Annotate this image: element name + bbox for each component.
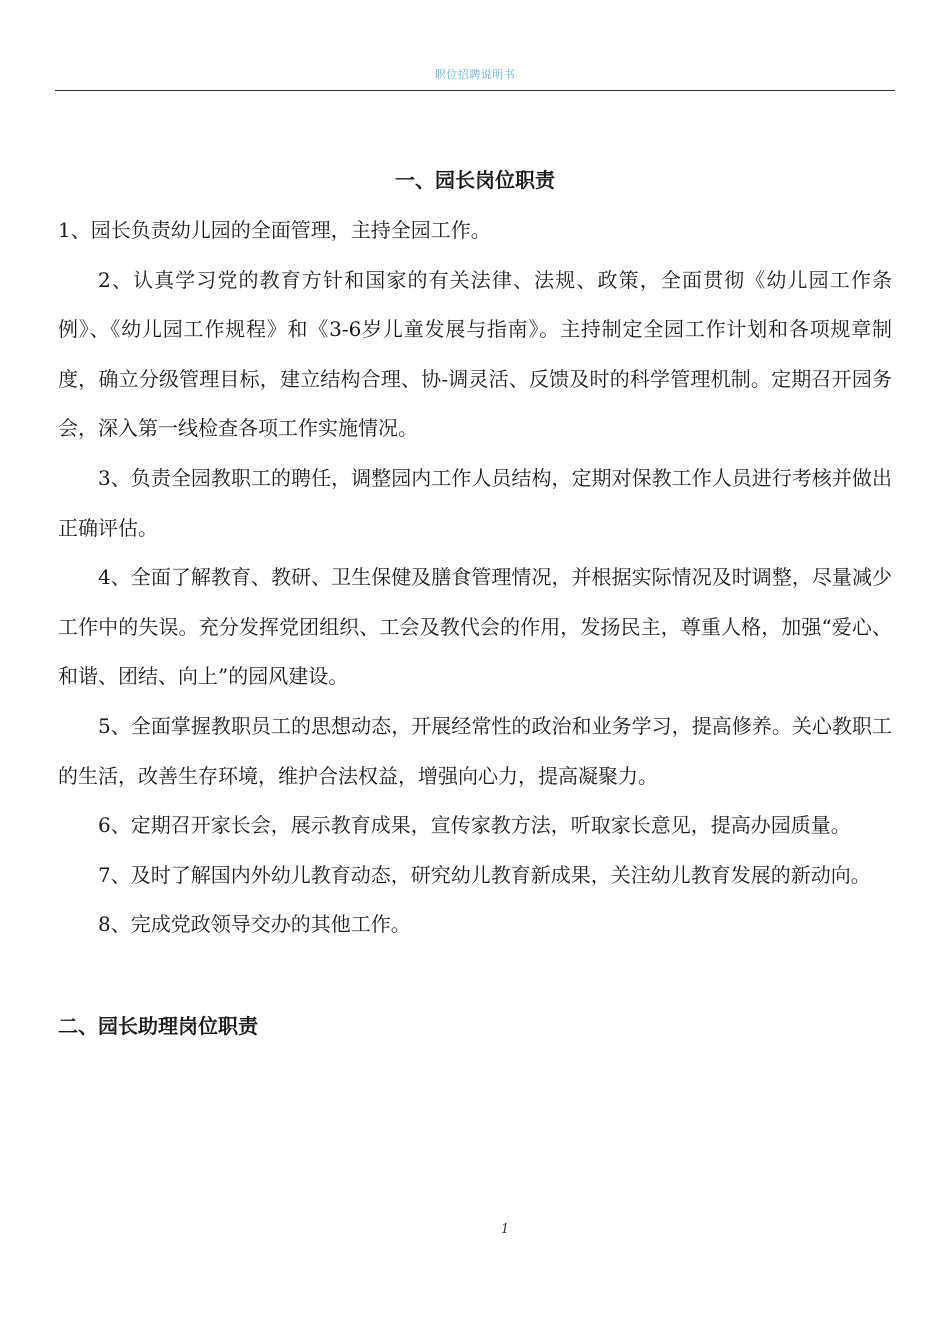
section-title-assistant: 二、园长助理岗位职责 xyxy=(58,1013,258,1038)
page-header-title: 职位招聘说明书 xyxy=(434,68,516,81)
duty-paragraph-2: 2、认真学习党的教育方针和国家的有关法律、法规、政策，全面贯彻《幼儿园工作条例》、《幼儿园工作规程》和《3-6岁儿童发展与指南》。主持制定全园工作计划和各项规章制度，确立分级管理目标，建立结构合理、协-调灵活、反馈及时的科学管理机制。定期召开园务会，深入第一线检查各项工作实施情况。 xyxy=(58,267,892,441)
duty-paragraph-8: 8、完成党政领导交办的其他工作。 xyxy=(98,912,411,937)
duty-paragraph-6: 6、定期召开家长会，展示教育成果，宣传家教方法，听取家长意见，提高办园质量。 xyxy=(98,813,851,838)
header-divider xyxy=(55,90,895,91)
document-body xyxy=(58,160,892,1052)
duty-paragraph-5: 5、全面掌握教职员工的思想动态，开展经常性的政治和业务学习，提高修养。关心教职工的生活，改善生存环境，维护合法权益，增强向心力，提高凝聚力。 xyxy=(58,713,892,788)
duty-paragraph-3: 3、负责全园教职工的聘任，调整园内工作人员结构，定期对保教工作人员进行考核并做出正确评估。 xyxy=(58,465,892,540)
page-number: 1 xyxy=(500,1222,510,1237)
duty-paragraph-7: 7、及时了解国内外幼儿教育动态，研究幼儿教育新成果，关注幼儿教育发展的新动向。 xyxy=(98,862,871,887)
duty-paragraph-4: 4、全面了解教育、教研、卫生保健及膳食管理情况，并根据实际情况及时调整，尽量减少工作中的失误。充分发挥党团组织、工会及教代会的作用，发扬民主，尊重人格，加强“爱心、和谐、团结、向上”的园风建设。 xyxy=(58,565,892,689)
duty-paragraph-1: 1、园长负责幼儿园的全面管理，主持全园工作。 xyxy=(58,218,491,242)
section-spacer xyxy=(58,950,892,1002)
section-title-principal: 一、园长岗位职责 xyxy=(395,168,555,192)
